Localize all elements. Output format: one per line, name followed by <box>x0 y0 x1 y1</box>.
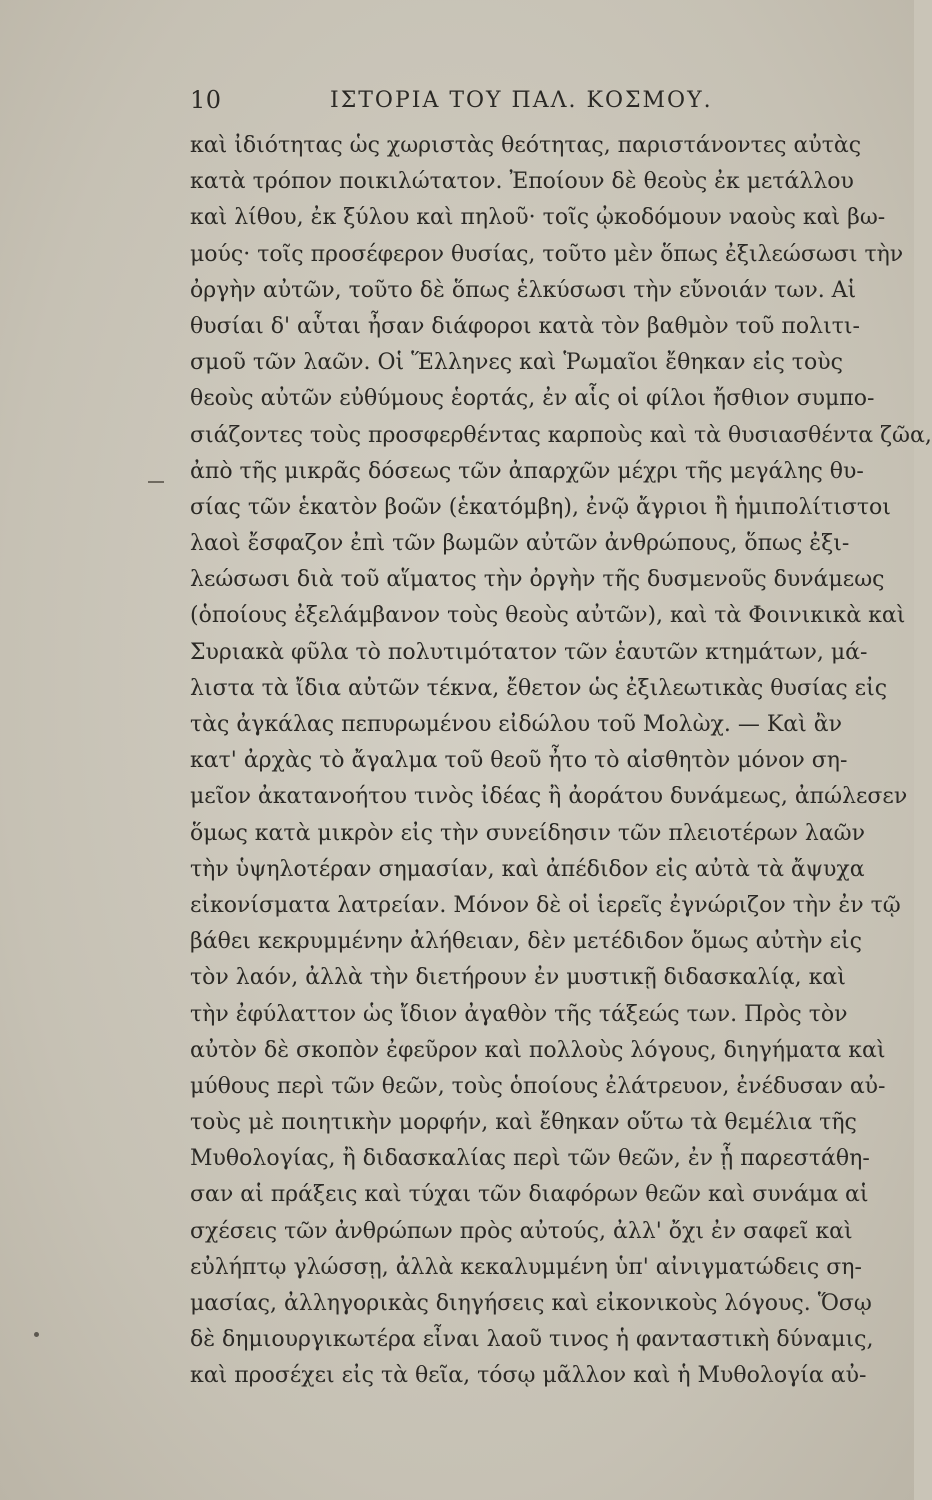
text-line: εἰκονίσματα λατρείαν. Μόνον δὲ οἱ ἱερεῖς ἐγνώριζον τὴν ἐν τῷ <box>190 892 901 918</box>
text-line: μούς· τοῖς προσέφερον θυσίας, τοῦτο μὲν ὅπως ἐξιλεώσωσι τὴν <box>190 241 904 267</box>
text-line: Συριακὰ φῦλα τὸ πολυτιμότατον τῶν ἑαυτῶν κτημάτων, μά- <box>190 639 868 665</box>
text-line: μασίας, ἀλληγορικὰς διηγήσεις καὶ εἰκονικοὺς λόγους. Ὅσῳ <box>190 1291 872 1316</box>
margin-mark <box>148 481 164 483</box>
text-line: σαν αἱ πράξεις καὶ τύχαι τῶν διαφόρων θεῶν καὶ συνάμα αἱ <box>190 1182 869 1208</box>
text-line: (ὁποίους ἐξελάμβανον τοὺς θεοὺς αὐτῶν), καὶ τὰ Φοινικικὰ καὶ <box>190 603 906 629</box>
text-line: λαοὶ ἔσφαζον ἐπὶ τῶν βωμῶν αὐτῶν ἀνθρώπους, ὅπως ἐξι- <box>190 531 850 557</box>
text-line: λεώσωσι διὰ τοῦ αἵματος τὴν ὀργὴν τῆς δυσμενοῦς δυνάμεως <box>190 567 885 593</box>
text-line: ὅμως κατὰ μικρὸν εἰς τὴν συνείδησιν τῶν πλειοτέρων λαῶν <box>190 820 865 846</box>
text-line: αὐτὸν δὲ σκοπὸν ἐφεῦρον καὶ πολλοὺς λόγους, διηγήματα καὶ <box>190 1037 886 1063</box>
page-header <box>190 78 830 118</box>
text-line: εὐλήπτῳ γλώσσῃ, ἀλλὰ κεκαλυμμένη ὑπ' αἰνιγματώδεις ση- <box>190 1254 862 1280</box>
text-line: θυσίαι δ' αὗται ἦσαν διάφοροι κατὰ τὸν βαθμὸν τοῦ πολιτι- <box>190 313 860 339</box>
text-line: λιστα τὰ ἴδια αὐτῶν τέκνα, ἔθετον ὡς ἐξιλεωτικὰς θυσίας εἰς <box>190 675 888 701</box>
paper-speck <box>34 1332 39 1337</box>
text-line: Μυθολογίας, ἢ διδασκαλίας περὶ τῶν θεῶν, ἐν ᾗ παρεστάθη- <box>190 1146 870 1172</box>
text-line: δὲ δημιουργικωτέρα εἶναι λαοῦ τινος ἡ φανταστικὴ δύναμις, <box>190 1327 874 1353</box>
text-line: θεοὺς αὐτῶν εὐθύμους ἑορτάς, ἐν αἷς οἱ φίλοι ἤσθιον συμπο- <box>190 386 875 412</box>
text-line: ἀπὸ τῆς μικρᾶς δόσεως τῶν ἀπαρχῶν μέχρι τῆς μεγάλης θυ- <box>190 458 864 484</box>
text-line: τὴν ὑψηλοτέραν σημασίαν, καὶ ἀπέδιδον εἰς αὐτὰ τὰ ἄψυχα <box>190 856 865 882</box>
text-line: καὶ προσέχει εἰς τὰ θεῖα, τόσῳ μᾶλλον καὶ ἡ Μυθολογία αὐ- <box>190 1363 867 1389</box>
text-line: μεῖον ἀκατανοήτου τινὸς ἰδέας ἢ ἀοράτου δυνάμεως, ἀπώλεσεν <box>190 784 908 810</box>
text-line: τὸν λαόν, ἀλλὰ τὴν διετήρουν ἐν μυστικῇ διδασκαλίᾳ, καὶ <box>190 965 846 991</box>
text-line: σμοῦ τῶν λαῶν. Οἱ Ἕλληνες καὶ Ῥωμαῖοι ἔθηκαν εἰς τοὺς <box>190 350 843 376</box>
text-line: τὴν ἐφύλαττον ὡς ἴδιον ἀγαθὸν τῆς τάξεώς των. Πρὸς τὸν <box>190 1001 848 1027</box>
text-line: καὶ λίθου, ἐκ ξύλου καὶ πηλοῦ· τοῖς ᾠκοδόμουν ναοὺς καὶ βω- <box>190 205 886 231</box>
text-line: ὀργὴν αὐτῶν, τοῦτο δὲ ὅπως ἑλκύσωσι τὴν εὔνοιάν των. Αἱ <box>190 277 857 303</box>
text-line: σχέσεις τῶν ἀνθρώπων πρὸς αὐτούς, ἀλλ' ὄχι ἐν σαφεῖ καὶ <box>190 1218 853 1244</box>
text-line: μύθους περὶ τῶν θεῶν, τοὺς ὁποίους ἐλάτρευον, ἐνέδυσαν αὐ- <box>190 1073 886 1099</box>
text-line: τὰς ἀγκάλας πεπυρωμένου εἰδώλου τοῦ Μολὼχ. — Καὶ ἂν <box>190 712 842 737</box>
text-line: σιάζοντες τοὺς προσφερθέντας καρποὺς καὶ τὰ θυσιασθέντα ζῶα, <box>190 422 932 448</box>
body-text <box>190 128 932 1395</box>
text-line: καὶ ἰδιότητας ὡς χωριστὰς θεότητας, παριστάνοντες αὐτὰς <box>190 133 862 158</box>
running-title: ΙΣΤΟΡΙΑ ΤΟΥ ΠΑΛ. ΚΟΣΜΟΥ. <box>330 88 713 113</box>
text-line: σίας τῶν ἑκατὸν βοῶν (ἑκατόμβη), ἐνῷ ἄγριοι ἢ ἡμιπολίτιστοι <box>190 494 891 520</box>
page-number: 10 <box>190 86 222 114</box>
text-line: βάθει κεκρυμμένην ἀλήθειαν, δὲν μετέδιδον ὅμως αὐτὴν εἰς <box>190 929 862 955</box>
text-line: κατὰ τρόπον ποικιλώτατον. Ἐποίουν δὲ θεοὺς ἐκ μετάλλου <box>190 169 854 195</box>
text-line: κατ' ἀρχὰς τὸ ἄγαλμα τοῦ θεοῦ ἦτο τὸ αἰσθητὸν μόνον ση- <box>190 748 848 774</box>
text-line: τοὺς μὲ ποιητικὴν μορφήν, καὶ ἔθηκαν οὕτω τὰ θεμέλια τῆς <box>190 1110 857 1136</box>
